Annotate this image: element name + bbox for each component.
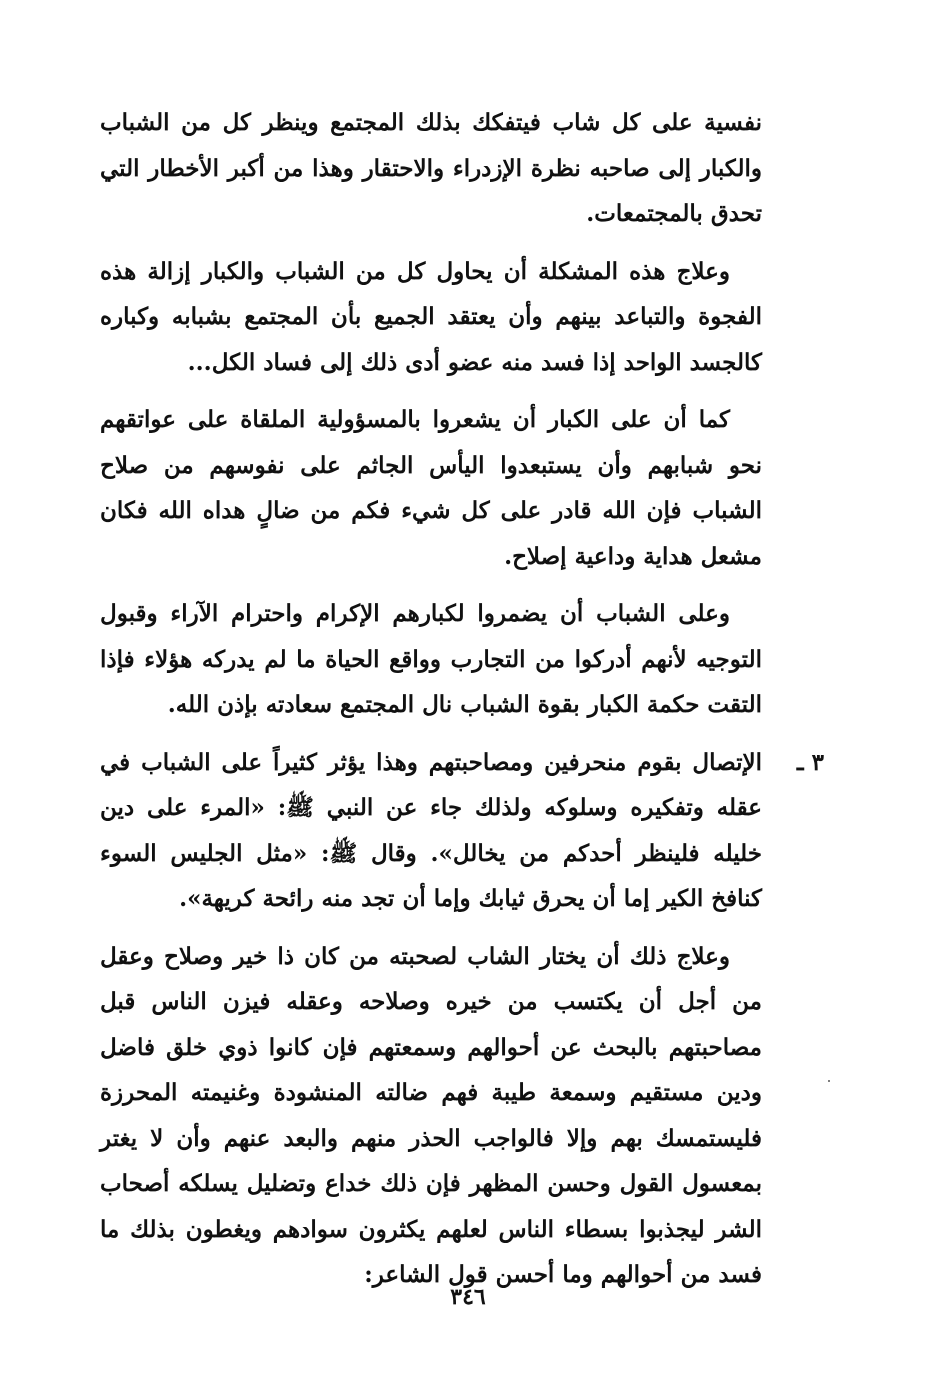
item-number: ٣ ـ (796, 748, 824, 776)
page-body (100, 100, 824, 1310)
numbered-item (100, 740, 824, 922)
page-number: ٣٤٦ (450, 1284, 486, 1310)
item-text: الإتصال بقوم منحرفين ومصاحبتهم وهذا يؤثر كثيراً على الشباب في عقله وتفكيره وسلوكه ولذلك جاء عن النبي ﷺ: «المرء على دين خليله فلينظر أحدكم من يخالل». وقال ﷺ: «مثل الجليس السوء كنافخ الكير إما أن يحرق ثيابك وإما أن تجد منه رائحة كريهة». (100, 748, 762, 912)
paragraph-youth-duty: وعلى الشباب أن يضمروا لكبارهم الإكرام واحترام الآراء وقبول التوجيه لأنهم أدركوا من التجارب وواقع الحياة ما لم يدركه هؤلاء فإذا التقت حكمة الكبار بقوة الشباب نال المجتمع سعادته بإذن الله. (100, 600, 762, 718)
paragraph-closing: وعلاج ذلك أن يختار الشاب لصحبته من كان ذا خير وصلاح وعقل من أجل أن يكتسب من خيره وصلاحه وعقله فيزن الناس قبل مصاحبتهم بالبحث عن أحوالهم وسمعتهم فإن كانوا ذوي خلق فاضل ودين مستقيم وسمعة طيبة فهم ضالته المنشودة وغنيمته المحرزة فليستمسك بهم وإلا فالواجب الحذر منهم والبعد عنهم وأن لا يغتر بمعسول القول وحسن المظهر فإن ذلك خداع وتضليل يسلكه أصحاب الشر ليجذبوا بسطاء الناس لعلهم يكثرون سوادهم ويغطون بذلك ما فسد من أحوالهم وما أحسن قول الشاعر: (100, 942, 762, 1288)
scan-speck (828, 1080, 830, 1082)
paragraph-continuation: نفسية على كل شاب فيتفكك بذلك المجتمع وينظر كل من الشباب والكبار إلى صاحبه نظرة الإزدراء والاحتقار وهذا من أكبر الأخطار التي تحدق بالمجتمعات. (100, 109, 762, 227)
paragraph-elders-duty: كما أن على الكبار أن يشعروا بالمسؤولية الملقاة على عواتقهم نحو شبابهم وأن يستبعدوا اليأس الجاثم على نفوسهم من صلاح الشباب فإن الله قادر على كل شيء فكم من ضالٍ هداه الله فكان مشعل هداية وداعية إصلاح. (100, 406, 762, 570)
paragraph-remedy: وعلاج هذه المشكلة أن يحاول كل من الشباب والكبار إزالة هذه الفجوة والتباعد بينهم وأن يعتقد الجميع بأن المجتمع بشبابه وكباره كالجسد الواحد إذا فسد منه عضو أدى ذلك إلى فساد الكل... (100, 257, 762, 376)
